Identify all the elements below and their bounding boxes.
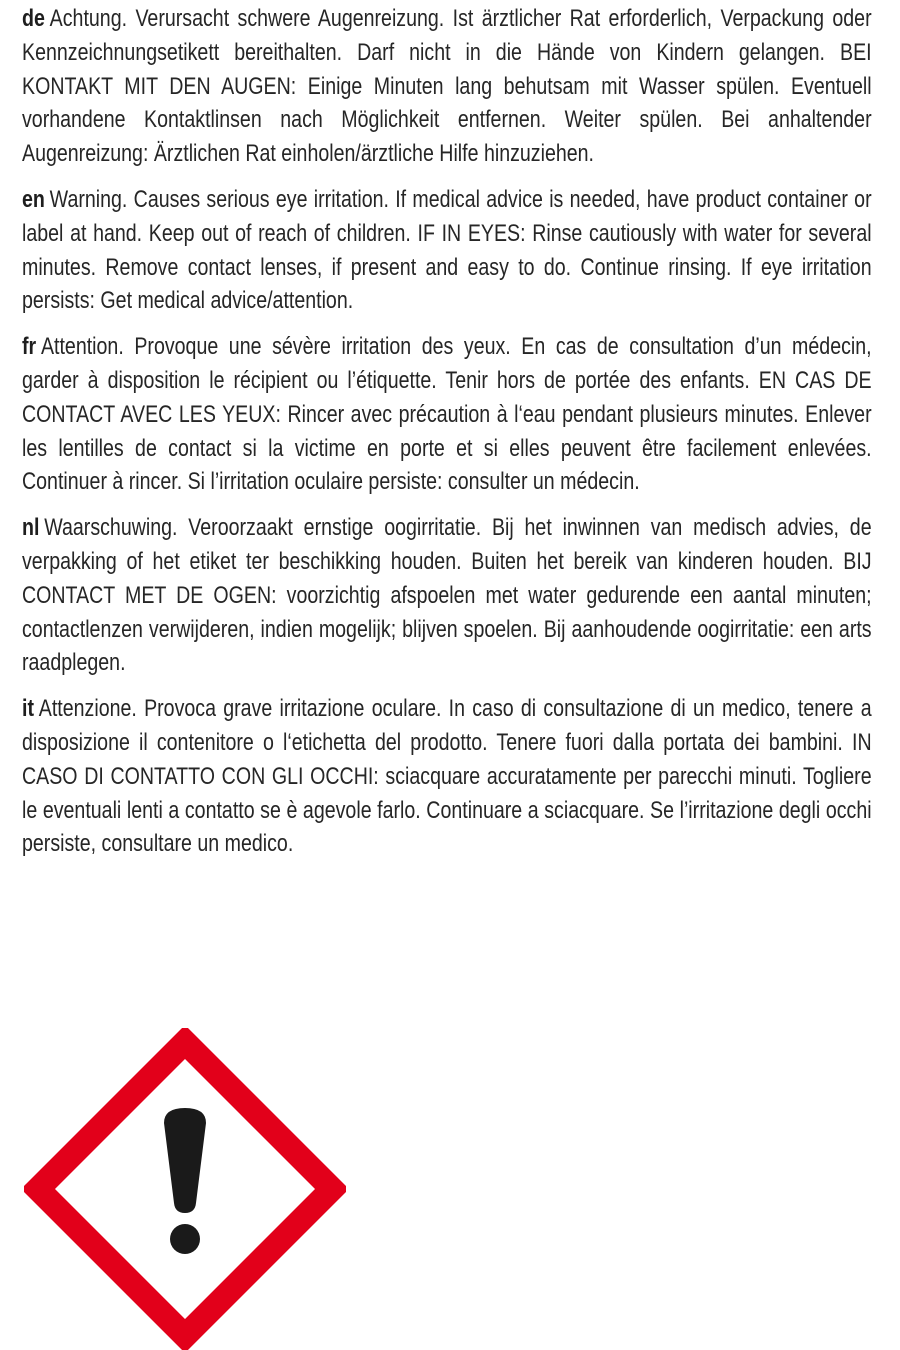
language-code-en: en	[22, 185, 45, 213]
paragraph-fr	[22, 330, 872, 499]
paragraph-text-it: Attenzione. Provoca grave irritazione oculare. In caso di consultazione di un medico, tenere a disposizione il contenitore o l‘etichetta del prodotto. Tenere fuori dalla portata dei bambini. IN CASO DI CONTATTO CON GLI OCCHI: sciacquare accuratamente per parecchi minuti. Togliere le eventuali lenti a contatto se è agevole farlo. Continuare a sciacquare. Se l’irritazione degli occhi persiste, consultare un medico.	[22, 695, 872, 858]
paragraph-text-nl: Waarschuwing. Veroorzaakt ernstige oogirritatie. Bij het inwinnen van medisch advies, de verpakking of het etiket ter beschikking houden. Buiten het bereik van kinderen houden. BIJ CONTACT MET DE OGEN: voorzichtig afspoelen met water gedurende een aantal minuten; contactlenzen verwijderen, indien mogelijk; blijven spoelen. Bij aanhoudende oogirritatie: een arts raadplegen.	[22, 514, 872, 677]
exclamation-dot	[170, 1224, 200, 1254]
paragraph-text-fr: Attention. Provoque une sévère irritation des yeux. En cas de consultation d’un médecin, garder à disposition le récipient ou l’étiquette. Tenir hors de portée des enfants. EN CAS DE CONTACT AVEC LES YEUX: Rincer avec précaution à l‘eau pendant plusieurs minutes. Enlever les lentilles de contact si la victime en porte et si elles peuvent être facilement enlevées. Continuer à rincer. Si l’irritation oculaire persiste: consulter un médecin.	[22, 333, 872, 496]
paragraph-en	[22, 183, 872, 318]
hazard-statements	[22, 2, 872, 873]
paragraph-nl	[22, 511, 872, 680]
paragraph-it	[22, 692, 872, 861]
paragraph-text-en: Warning. Causes serious eye irritation. If medical advice is needed, have product container or label at hand. Keep out of reach of children. IF IN EYES: Rinse cautiously with water for several minutes. Remove contact lenses, if present and easy to do. Continue rinsing. If eye irritation persists: Get medical advice/attention.	[22, 185, 872, 315]
language-code-de: de	[22, 5, 45, 32]
language-code-it: it	[22, 695, 34, 723]
paragraph-de	[22, 2, 872, 171]
language-code-nl: nl	[22, 514, 40, 542]
ghs-exclamation-mark-icon	[24, 1028, 346, 1350]
language-code-fr: fr	[22, 333, 37, 361]
paragraph-text-de: Achtung. Verursacht schwere Augenreizung. Ist ärztlicher Rat erforderlich, Verpackung oder Kennzeichnungsetikett bereithalten. Darf nicht in die Hände von Kindern gelangen. BEI KONTAKT MIT DEN AUGEN: Einige Minuten lang behutsam mit Wasser spülen. Eventuell vorhandene Kontaktlinsen nach Möglichkeit entfernen. Weiter spülen. Bei anhaltender Augenreizung: Ärztlichen Rat einholen/ärztliche Hilfe hinzuziehen.	[22, 5, 872, 168]
